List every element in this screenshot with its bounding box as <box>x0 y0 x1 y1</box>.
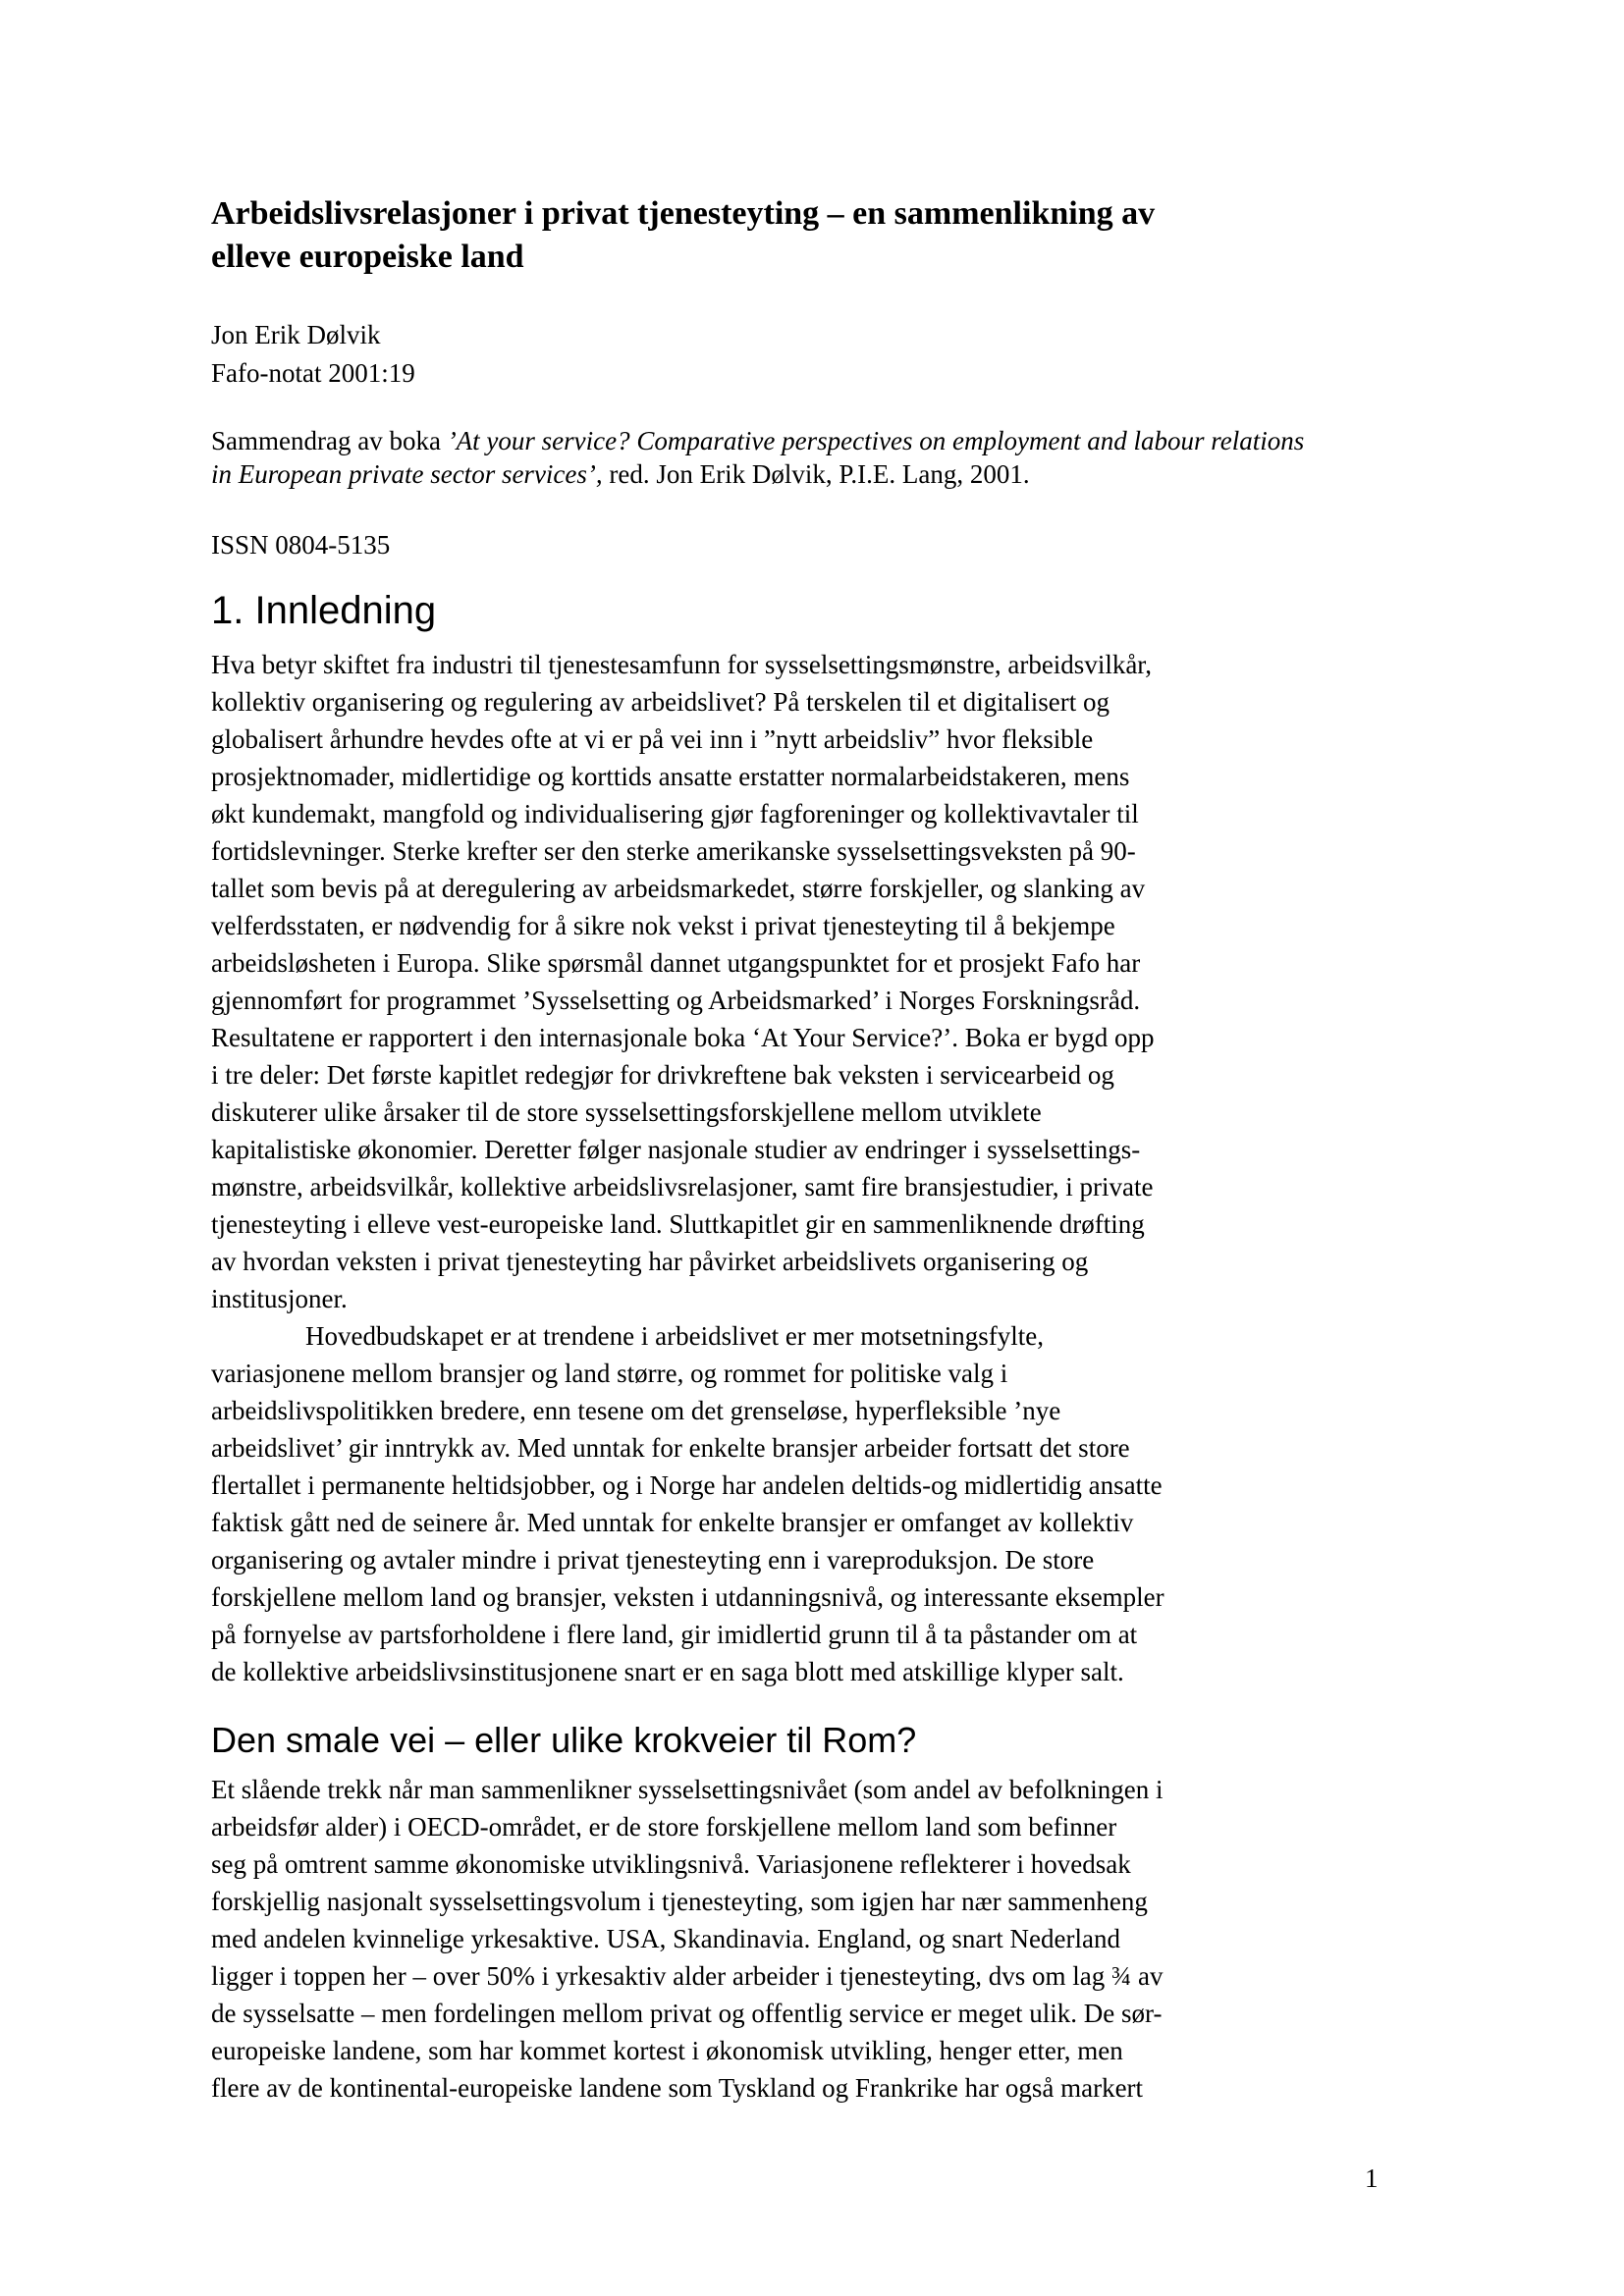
text-line: prosjektnomader, midlertidige og korttids ansatte erstatter normalarbeidstakeren, mens <box>211 762 1130 791</box>
text-line: arbeidsløsheten i Europa. Slike spørsmål dannet utgangspunktet for et prosjekt Fafo har <box>211 948 1141 978</box>
summary-block <box>211 424 1304 491</box>
text-line: diskuterer ulike årsaker til de store sysselsettingsforskjellene mellom utviklete <box>211 1097 1042 1127</box>
section-heading-den-smale-vei: Den smale vei – eller ulike krokveier til Rom? <box>211 1720 917 1760</box>
text-line: Hovedbudskapet er at trendene i arbeidslivet er mer motsetningsfylte, <box>305 1321 1045 1351</box>
text-line: arbeidslivet’ gir inntrykk av. Med unntak for enkelte bransjer arbeider fortsatt det store <box>211 1433 1130 1463</box>
text-line: Et slående trekk når man sammenlikner sysselsettingsnivået (som andel av befolkningen i <box>211 1775 1164 1804</box>
text-line: globalisert århundre hevdes ofte at vi er på vei inn i ”nytt arbeidsliv” hvor fleksible <box>211 724 1094 754</box>
text-line: faktisk gått ned de seinere år. Med unntak for enkelte bransjer er omfanget av kollektiv <box>211 1508 1134 1537</box>
text-line: forskjellig nasjonalt sysselsettingsvolum i tjenesteyting, som igjen har nær sammenheng <box>211 1887 1148 1916</box>
text-line: Resultatene er rapportert i den internasjonale boka ‘At Your Service?’. Boka er bygd opp <box>211 1023 1155 1052</box>
text-line: flertallet i permanente heltidsjobber, og i Norge har andelen deltids-og midlertidig ansatte <box>211 1470 1163 1500</box>
text-line: i tre deler: Det første kapitlet redegjør for drivkreftene bak veksten i servicearbeid og <box>211 1060 1114 1090</box>
document-title <box>211 192 1155 279</box>
paragraph-innledning-2 <box>211 1317 1164 1690</box>
summary-line-1 <box>211 424 1304 457</box>
issn-label: ISSN 0804-5135 <box>211 530 391 560</box>
summary-lead-text: Sammendrag av boka <box>211 426 448 455</box>
text-line: tallet som bevis på at deregulering av arbeidsmarkedet, større forskjeller, og slanking av <box>211 874 1146 903</box>
text-line: seg på omtrent samme økonomiske utviklingsnivå. Variasjonene reflekterer i hovedsak <box>211 1849 1131 1879</box>
text-line: mønstre, arbeidsvilkår, kollektive arbeidslivsrelasjoner, samt fire bransjestudier, i private <box>211 1172 1154 1201</box>
text-line: forskjellene mellom land og bransjer, veksten i utdanningsnivå, og interessante eksempler <box>211 1582 1164 1612</box>
text-line: europeiske landene, som har kommet kortest i økonomisk utvikling, henger etter, men <box>211 2036 1123 2065</box>
text-line: på fornyelse av partsforholdene i flere land, gir imidlertid grunn til å ta påstander om at <box>211 1620 1138 1649</box>
summary-editor-text: red. Jon Erik Dølvik, P.I.E. Lang, 2001. <box>609 459 1030 489</box>
author-block <box>211 316 415 393</box>
text-line: de sysselsatte – men fordelingen mellom privat og offentlig service er meget ulik. De sør- <box>211 1999 1163 2028</box>
text-line: variasjonene mellom bransjer og land større, og rommet for politiske valg i <box>211 1359 1008 1388</box>
text-line: de kollektive arbeidslivsinstitusjonene snart er en saga blott med atskillige klyper salt. <box>211 1657 1124 1686</box>
paragraph-innledning-1 <box>211 646 1154 1317</box>
document-title-line-2: elleve europeiske land <box>211 239 524 275</box>
page-number: 1 <box>1365 2163 1379 2193</box>
text-line: organisering og avtaler mindre i privat tjenesteyting enn i vareproduksjon. De store <box>211 1545 1095 1575</box>
summary-line-2 <box>211 457 1304 491</box>
text-line: kapitalistiske økonomier. Deretter følger nasjonale studier av endringer i sysselsettings- <box>211 1135 1141 1164</box>
text-line: økt kundemakt, mangfold og individualisering gjør fagforeninger og kollektivavtaler til <box>211 799 1139 828</box>
paragraph-den-smale-vei-1 <box>211 1771 1164 2107</box>
text-line: Hva betyr skiftet fra industri til tjenestesamfunn for sysselsettingsmønstre, arbeidsvilkår, <box>211 650 1152 679</box>
text-line: kollektiv organisering og regulering av arbeidslivet? På terskelen til et digitalisert og <box>211 687 1110 717</box>
text-line: arbeidslivspolitikken bredere, enn tesene om det grenseløse, hyperfleksible ’nye <box>211 1396 1061 1425</box>
document-title-line-1: Arbeidslivsrelasjoner i privat tjenesteyting – en sammenlikning av <box>211 195 1156 232</box>
text-line: flere av de kontinental-europeiske landene som Tyskland og Frankrike har også markert <box>211 2073 1144 2103</box>
text-line: fortidslevninger. Sterke krefter ser den sterke amerikanske sysselsettingsveksten på 90- <box>211 836 1136 866</box>
section-heading-innledning: 1. Innledning <box>211 589 437 632</box>
text-line: gjennomført for programmet ’Sysselsetting og Arbeidsmarked’ i Norges Forskningsråd. <box>211 986 1141 1015</box>
text-line: av hvordan veksten i privat tjenesteyting har påvirket arbeidslivets organisering og <box>211 1247 1089 1276</box>
text-line: velferdsstaten, er nødvendig for å sikre nok vekst i privat tjenesteyting til å bekjempe <box>211 911 1115 940</box>
text-line: ligger i toppen her – over 50% i yrkesaktiv alder arbeider i tjenesteyting, dvs om lag ¾ av <box>211 1961 1164 1991</box>
text-line: arbeidsfør alder) i OECD-området, er de store forskjellene mellom land som befinner <box>211 1812 1117 1842</box>
series-label: Fafo-notat 2001:19 <box>211 358 415 388</box>
book-title-italic: in European private sector services’, <box>211 459 610 489</box>
text-line: med andelen kvinnelige yrkesaktive. USA, Skandinavia. England, og snart Nederland <box>211 1924 1121 1953</box>
text-line: institusjoner. <box>211 1284 348 1313</box>
book-title-italic: ’At your service? Comparative perspectives on employment and labour relations <box>447 426 1305 455</box>
author-name: Jon Erik Dølvik <box>211 320 381 349</box>
text-line: tjenesteyting i elleve vest-europeiske land. Sluttkapitlet gir en sammenliknende drøfting <box>211 1209 1145 1239</box>
